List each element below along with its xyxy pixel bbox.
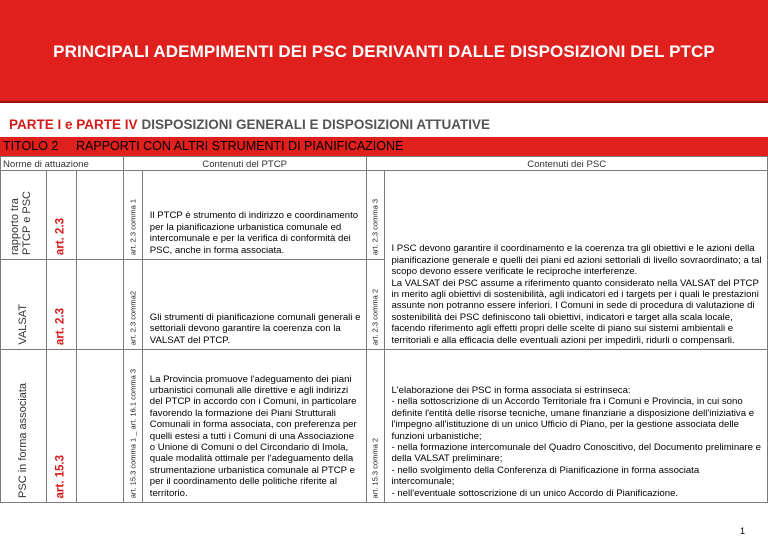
header-psc: Contenuti dei PSC [366,157,767,171]
psc-line: - nello svolgimento della Conferenza di Pianificazione in forma associata intercomunale; [391,464,700,488]
header-norme: Norme di attuazione [1,157,124,171]
ptcp-reference: art. 2.3 comma2 [123,260,142,350]
titolo-label: TITOLO 2 [3,139,59,153]
row-article: art. 15.3 [46,350,76,503]
table-row [1,171,768,260]
ptcp-content: Il PTCP è strumento di indirizzo e coordinamento per la pianificazione urbanistica comunale ed intercomunale e per la verifica di conformità dei PSC, anche in forma associata. [142,171,366,260]
psc-reference: art. 15.3 comma 2 [366,350,385,503]
psc-content [385,350,768,503]
part-label: PARTE I e PARTE IV [9,117,138,132]
page-title: PRINCIPALI ADEMPIMENTI DEI PSC DERIVANTI DALLE DISPOSIZIONI DEL PTCP [53,42,715,61]
psc-content [385,171,768,350]
psc-line: - nell'eventuale sottoscrizione di un unico Accordo di Pianificazione. [391,487,679,499]
header-row [1,157,768,171]
ptcp-content: Gli strumenti di pianificazione comunali generali e settoriali devono garantire la coerenza con la VALSAT del PTCP. [142,260,366,350]
psc-line: - nella formazione intercomunale del Quadro Conoscitivo, del Documento preliminare e della VALSAT preliminare; [391,441,762,465]
header-ptcp: Contenuti del PTCP [123,157,366,171]
psc-line: L'elaborazione dei PSC in forma associata si estrinseca: [391,384,631,396]
blank-cell [76,350,123,503]
part-heading [9,117,490,132]
page-number: 1 [740,526,746,536]
row-article: art. 2.3 [46,260,76,350]
psc-paragraph: La VALSAT dei PSC assume a riferimento quanto considerato nella VALSAT del PTCP in merito agli obiettivi di sostenibilità, agli indicatori ed i targets per i quali le prestazioni assunte non potranno essere inferiori. I Comuni in sede di procedura di valutazione di sostenibilità dei PSC definiscono tali obiettivi, indicatori e target alla scala locale, facendo riferimento agli effetti propri delle scelte di piano sui sistemi ambientali e territoriali e alla efficacia delle eventuali azioni per impedirli, ridurli o compensarli. [391,277,759,346]
psc-paragraph: I PSC devono garantire il coordinamento e la coerenza tra gli obiettivi e le azioni della pianificazione generale e quelli dei piani ed azioni settoriali di livello sovraordinato; a tal scopo devono essere verificate le reciproche interferenze. [391,243,762,278]
row-topic: VALSAT [1,260,47,350]
titolo-subtitle: RAPPORTI CON ALTRI STRUMENTI DI PIANIFICAZIONE [76,139,404,153]
row-topic: rapporto tra PTCP e PSC [1,171,47,260]
blank-cell [76,171,123,260]
table-row [1,350,768,503]
psc-reference: art. 2.3 comma 2 [366,260,385,350]
part-subtitle: DISPOSIZIONI GENERALI E DISPOSIZIONI ATTUATIVE [141,117,491,132]
provisions-table [0,156,768,503]
row-topic: PSC in forma associata [1,350,47,503]
ptcp-reference: art. 2.3 comma 1 [123,171,142,260]
psc-reference: art. 2.3 comma 3 [366,171,385,260]
titolo-bar [0,137,768,156]
ptcp-reference: art. 15.3 comma 1 _ art. 16.1 comma 3 [123,350,142,503]
blank-cell [76,260,123,350]
title-banner [0,0,768,103]
row-article: art. 2.3 [46,171,76,260]
psc-line: - nella sottoscrizione di un Accordo Territoriale fra i Comuni e Provincia, in cui sono definite l'entità delle risorse tecniche, umane finanziarie a disposizione dell'iniziativa e l'impegno all'istituzione di un unico Ufficio di Piano, per la gestione associata delle funzioni urbanistiche; [391,396,755,442]
ptcp-content: La Provincia promuove l'adeguamento dei piani urbanistici comunali alle direttive e agli indirizzi del PTCP in accordo con i Comuni, in particolare favorendo la formazione dei Piani Strutturali Comunali in forma associata, con preferenza per quelli estesi a tutti i Comuni di una Associazione o Unione di Comuni o del Circondario di Imola, quale modalità ottimale per l'adeguamento della strumentazione urbanistica comunale al PTCP e per il coordinamento delle politiche riferite al territorio. [142,350,366,503]
